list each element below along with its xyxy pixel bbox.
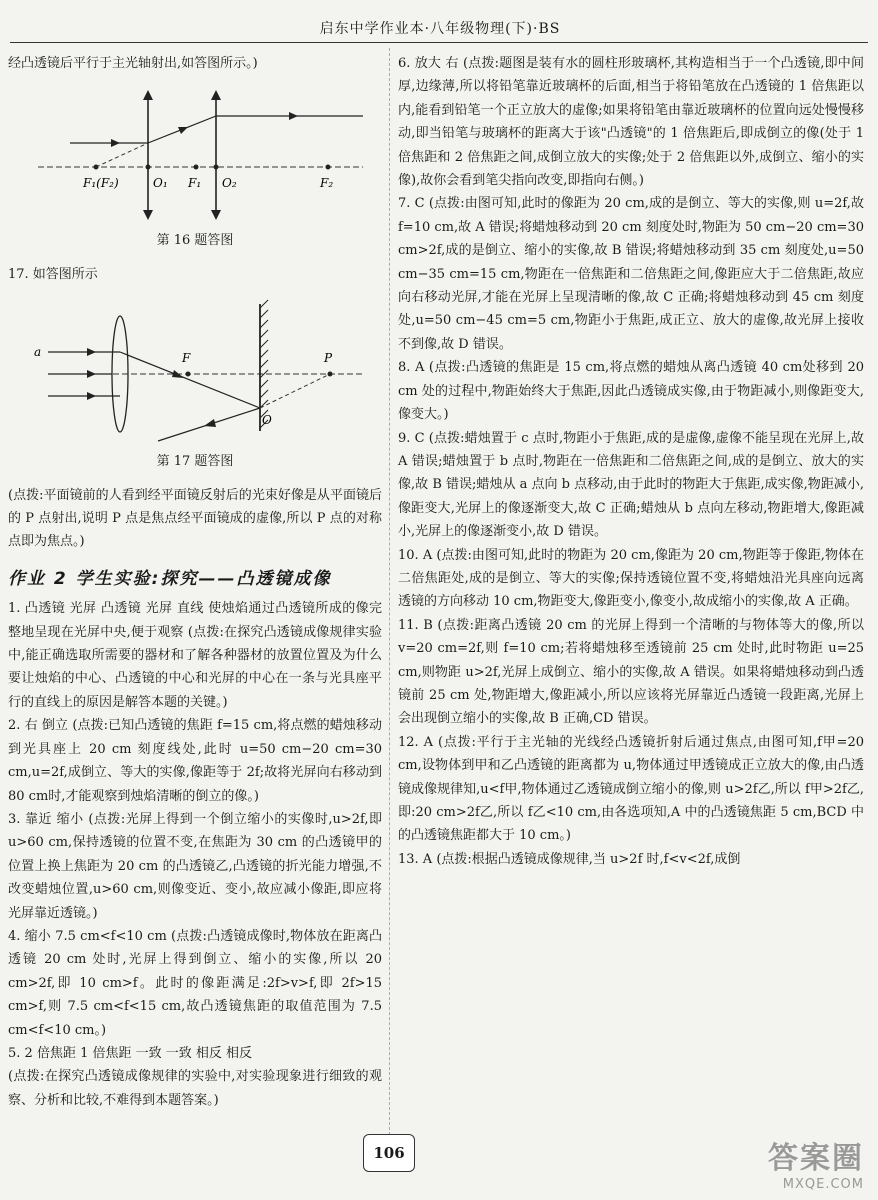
intro-text: 经凸透镜后平行于主光轴射出,如答图所示。) xyxy=(8,56,258,71)
label-P: P xyxy=(324,351,333,366)
label-f1: F₁ xyxy=(188,176,202,191)
column-divider xyxy=(389,48,390,1140)
label-f1f2: F₁(F₂) xyxy=(83,176,119,191)
right-column xyxy=(398,52,864,871)
section-title: 作业 2 学生实验:探究——凸透镜成像 xyxy=(8,568,332,589)
label-F: F xyxy=(182,351,191,366)
lens-2-top-arrow xyxy=(211,90,221,100)
ray-a-arrow xyxy=(87,348,96,356)
figure-17-caption: 第 17 题答图 xyxy=(156,454,234,470)
ray-arrow-3 xyxy=(289,112,298,120)
answer-item: (点拨:在探究凸透镜成像规律的实验中,对实验现象进行细致的观察、分析和比较,不难得到本题答案。) xyxy=(8,1069,382,1108)
mirror-hatching xyxy=(260,300,268,428)
watermark xyxy=(768,1133,864,1192)
lens-1-top-arrow xyxy=(143,90,153,100)
answer-item: 10. A (点拨:由图可知,此时的物距为 20 cm,像距为 20 cm,物距等于像距,物体在二倍焦距处,成的是倒立、等大的实像;保持透镜位置不变,将蜡烛沿光具座向远离透镜的方向移动 10 cm,物距变大,像距变小,像变小,故成缩小的实像,故 A 正确。 xyxy=(398,547,864,610)
answer-item: 7. C (点拨:由图可知,此时的像距为 20 cm,成的是倒立、等大的实像,则 u=2f,故 f=10 cm,故 A 错误;将蜡烛移动到 20 cm 刻度处时,物距为 50 cm−20 cm=30 cm>2f,成的是倒立、缩小的实像,故 B 错误;将蜡烛移动到 35 cm 刻度处,u=50 cm−35 cm=15 cm,物距在一倍焦距和二倍焦距之间,像距应大于二倍焦距,故应向右移动光屏,才能在光屏上呈现清晰的像,故 C 正确;将蜡烛移动到 45 cm 刻度处,u=50 cm−45 cm=5 cm,物距小于焦距,成正立、放大的虚像,故光屏上接收不到像,故 D 错误。 xyxy=(398,196,864,352)
answer-item: 13. A (点拨:根据凸透镜成像规律,当 u>2f 时,f<v<2f,成倒 xyxy=(398,851,741,867)
answer-item: 4. 缩小 7.5 cm<f<10 cm (点拨:凸透镜成像时,物体放在距离凸透镜 20 cm 处时,光屏上得到倒立、缩小的实像,所以 20 cm>2f,即 10 cm>f。此时的像距满足:2f>v>f,即 2f>15 cm>f,则 7.5 cm<f<15 cm,故凸透镜焦距的取值范围为 7.5 cm<f<10 cm。) xyxy=(8,928,382,1038)
ray-c-arrow xyxy=(87,392,96,400)
virtual-extension xyxy=(260,374,330,408)
label-O: O xyxy=(262,413,272,428)
point-o1 xyxy=(146,165,151,170)
label-o2: O₂ xyxy=(222,176,237,191)
question-17: 17. 如答图所示 xyxy=(8,266,98,282)
label-a: a xyxy=(34,345,42,360)
point-f1f2 xyxy=(94,165,99,170)
lens-1-bottom-arrow xyxy=(143,210,153,220)
point-p xyxy=(328,372,333,377)
figure-17 xyxy=(8,286,382,473)
ray-arrow-1 xyxy=(111,139,120,147)
label-f2: F₂ xyxy=(320,176,334,191)
watermark-url: MXQE.COM xyxy=(782,1177,864,1192)
answer-item: 5. 2 倍焦距 1 倍焦距 一致 一致 相反 相反 xyxy=(8,1045,253,1061)
answer-item: 9. C (点拨:蜡烛置于 c 点时,物距小于焦距,成的是虚像,虚像不能呈现在光屏上,故 A 错误;蜡烛置于 b 点时,物距在一倍焦距和二倍焦距之间,成的是倒立、放大的实像,故 B 错误;蜡烛从 a 点向 b 点移动,由于此时的物距大于焦距,成实像,物距减小,像距变大,光屏上的像逐渐变大,故 C 正确;蜡烛从 b 点向左移动,物距增大,像距减小,光屏上的像逐渐变小,故 D 错误。 xyxy=(398,430,864,540)
point-f xyxy=(186,372,191,377)
ray-extension xyxy=(96,143,148,167)
lens-2-bottom-arrow xyxy=(211,210,221,220)
page-header: 启东中学作业本·八年级物理(下)·BS xyxy=(319,21,561,37)
figure-16-caption: 第 16 题答图 xyxy=(156,233,234,249)
answer-item: 6. 放大 右 (点拨:题图是装有水的圆柱形玻璃杯,其构造相当于一个凸透镜,即中间厚,边缘薄,所以将铅笔靠近玻璃杯的后面,相当于将铅笔放在凸透镜的 1 倍焦距以内,能看到铅笔一个正立放大的虚像;如果将铅笔由靠近玻璃杯的位置向远处慢慢移动,即当铅笔与玻璃杯的距离大于该"凸透镜"的 1 倍焦距后,即成倒立的像(处于 1 倍焦距和 2 倍焦距之间,成倒立放大的实像;处于 2 倍焦距以外,成倒立、缩小的实像),故你会看到笔尖指向改变,即指向右侧。) xyxy=(398,56,864,189)
figure-16 xyxy=(8,75,382,252)
refracted-ray-arrow xyxy=(172,370,184,378)
point-f1 xyxy=(194,165,199,170)
answer-item: 12. A (点拨:平行于主光轴的光线经凸透镜折射后通过焦点,由图可知,f甲=20 cm,设物体到甲和乙凸透镜的距离都为 u,物体通过甲透镜成正立放大的像,由凸透镜成像规律知,u<f甲,物体通过乙透镜成倒立缩小的像,则 u>2f乙,所以 f甲>2f乙,即:20 cm>2f乙,所以 f乙<10 cm,由各选项知,A 中的凸透镜焦距 5 cm,BCD 中的凸透镜焦距都大于 10 cm。) xyxy=(398,734,864,844)
page-number: 106 xyxy=(363,1134,415,1172)
label-o1: O₁ xyxy=(153,176,168,191)
point-f2 xyxy=(326,165,331,170)
figure-16-diagram xyxy=(8,75,382,225)
ray-b-arrow xyxy=(87,370,96,378)
answer-item: 3. 靠近 缩小 (点拨:光屏上得到一个倒立缩小的实像时,u>2f,即 u>60 cm,保持透镜的位置不变,在焦距为 30 cm 的凸透镜甲的位置上换上焦距为 20 cm 的凸透镜乙,凸透镜的折光能力增强,不改变蜡烛位置,u>60 cm,则像变近、变小,故应减小像距,即应将光屏靠近透镜。) xyxy=(8,811,382,921)
answer-item: 2. 右 倒立 (点拨:已知凸透镜的焦距 f=15 cm,将点燃的蜡烛移动到光具座上 20 cm 刻度线处,此时 u=50 cm−20 cm=30 cm,u=2f,成倒立、等大的实像,像距等于 2f;故将光屏向右移动到 80 cm时,才能观察到烛焰清晰的倒立的像。) xyxy=(8,718,382,804)
answer-item: 11. B (点拨:距离凸透镜 20 cm 的光屏上得到一个清晰的与物体等大的像,所以 v=20 cm=2f,则 f=10 cm;若将蜡烛移至透镜前 25 cm 处时,此时物距 u=25 cm,则物距 u>2f,光屏上成倒立、缩小的实像,故 A 错误。如果将蜡烛移动到凸透镜前 25 cm 处,物距增大,像距减小,所以应该将光屏靠近凸透镜一段距离,光屏上会出现倒立缩小的实像,故 B 正确,CD 错误。 xyxy=(398,617,864,727)
point-o2 xyxy=(214,165,219,170)
ray-arrow-2 xyxy=(178,127,188,134)
reflected-ray-arrow xyxy=(204,419,216,427)
answer-item: 8. A (点拨:凸透镜的焦距是 15 cm,将点燃的蜡烛从离凸透镜 40 cm处移到 20 cm 处的过程中,物距始终大于焦距,因此凸透镜成实像,由于物距减小,则像距变大,像变大。) xyxy=(398,360,864,423)
header-rule xyxy=(10,42,868,43)
question-17-hint: (点拨:平面镜前的人看到经平面镜反射后的光束好像是从平面镜后的 P 点射出,说明 P 点是焦点经平面镜成的虚像,所以 P 点的对称点即为焦点。) xyxy=(8,487,382,550)
watermark-logo: 答案圈 xyxy=(768,1141,864,1176)
answer-item: 1. 凸透镜 光屏 凸透镜 光屏 直线 使烛焰通过凸透镜所成的像完整地呈现在光屏中央,便于观察 (点拨:在探究凸透镜成像规律实验中,能正确选取所需要的器材和了解各种器材的放置位置及为什么要让烛焰的中心、凸透镜的中心和光屏的中心在一条与光具座平行的直线上的原因是解答本题的关键。) xyxy=(8,601,382,710)
figure-17-diagram xyxy=(8,286,382,446)
left-column xyxy=(8,52,382,1112)
